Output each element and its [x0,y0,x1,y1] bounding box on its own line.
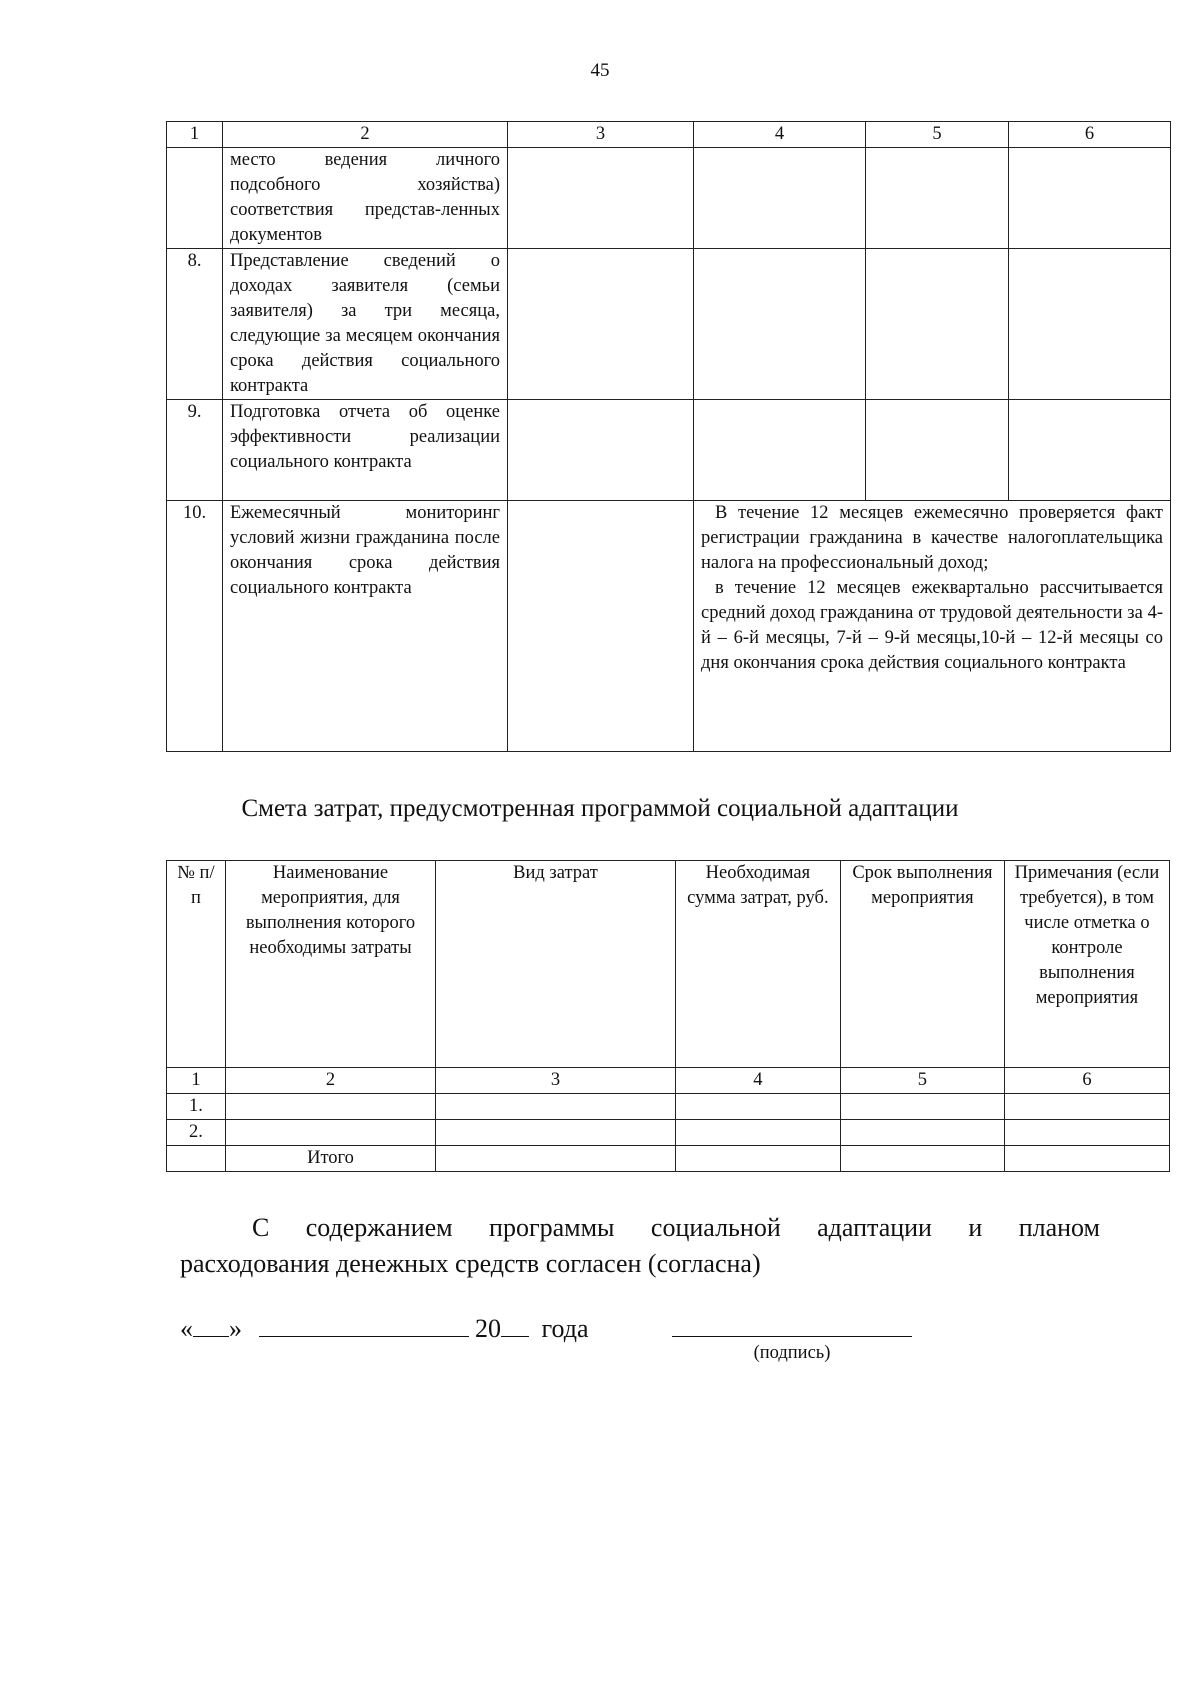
agreement-line-2: расходования денежных средств согласен (согласна) [180,1249,761,1278]
column-number: 5 [840,1068,1004,1094]
table-cell [1009,400,1171,501]
row-number: 1. [167,1094,226,1120]
header-deadline: Срок выполнения мероприятия [840,861,1004,1068]
monitoring-note [694,501,1171,752]
header-number: № п/п [167,861,226,1068]
table-cell [1009,148,1171,249]
table-cell [508,400,694,501]
column-number: 2 [225,1068,435,1094]
table-cell [675,1120,840,1146]
column-number: 4 [675,1068,840,1094]
column-number: 4 [694,122,866,148]
table-cell [225,1120,435,1146]
column-number: 5 [866,122,1009,148]
table-cell [840,1120,1004,1146]
agreement-line-1: С содержанием программы социальной адаптации и планом [252,1213,1100,1242]
table-cell [694,400,866,501]
month-blank[interactable] [259,1310,469,1337]
estimate-title: Смета затрат, предусмотренная программой социальной адаптации [241,795,959,822]
row-description: место ведения личного подсобного хозяйства) соответствия представ-ленных документов [223,148,508,249]
row-number: 2. [167,1120,226,1146]
plan-table-continued [166,121,1171,752]
monitoring-note-paragraph: в течение 12 месяцев ежеквартально рассчитывается средний доход гражданина от трудовой деятельности за 4-й – 6-й месяцы, 7-й – 9-й месяцы,10-й – 12-й месяцы со дня окончания срока действия социального контракта [701,578,1163,673]
signature-label: (подпись) [753,1343,831,1363]
year-blank[interactable] [501,1310,529,1337]
header-notes: Примечания (если требуется), в том числе отметка о контроле выполнения мероприятия [1004,861,1169,1068]
row-description: Представление сведений о доходах заявителя (семьи заявителя) за три месяца, следующие за месяцем окончания срока действия социального контракта [223,249,508,400]
table-cell [675,1146,840,1172]
table-row [167,400,1171,501]
table-cell [1009,249,1171,400]
table-cell [1004,1094,1169,1120]
column-numbers-row [167,1068,1170,1094]
table-cell [694,148,866,249]
row-number: 9. [167,400,223,501]
column-number: 2 [223,122,508,148]
table-row [167,1120,1170,1146]
agreement-statement [180,1210,1100,1282]
table-cell [167,1146,226,1172]
table-cell [1004,1146,1169,1172]
table-cell [436,1146,676,1172]
cost-estimate-table [166,860,1170,1172]
table-cell [436,1120,676,1146]
table-header-row [167,122,1171,148]
page-number: 45 [590,60,610,81]
table-row [167,501,1171,752]
signature-date-line [180,1310,589,1344]
table-cell [1004,1120,1169,1146]
date-quote-open: « [180,1314,193,1343]
signature-blank[interactable] [672,1336,912,1337]
total-row [167,1146,1170,1172]
table-cell [508,148,694,249]
row-number: 8. [167,249,223,400]
column-number: 6 [1009,122,1171,148]
table-cell [840,1146,1004,1172]
header-amount: Необходимая сумма затрат, руб. [675,861,840,1068]
header-activity: Наименование мероприятия, для выполнения которого необходимы затраты [225,861,435,1068]
row-description: Ежемесячный мониторинг условий жизни гражданина после окончания срока действия социального контракта [223,501,508,752]
column-number: 3 [508,122,694,148]
table-cell [866,148,1009,249]
table-row [167,1094,1170,1120]
table-cell [866,249,1009,400]
total-label: Итого [225,1146,435,1172]
table-cell [675,1094,840,1120]
table-cell [436,1094,676,1120]
row-number [167,148,223,249]
table-cell [840,1094,1004,1120]
table-row [167,148,1171,249]
year-label: года [541,1314,589,1343]
header-cost-type: Вид затрат [436,861,676,1068]
table-cell [866,400,1009,501]
row-description: Подготовка отчета об оценке эффективности реализации социального контракта [223,400,508,501]
table-cell [508,501,694,752]
table-row [167,249,1171,400]
table-header-row [167,861,1170,1068]
column-number: 1 [167,122,223,148]
column-number: 6 [1004,1068,1169,1094]
date-quote-close: » [229,1314,242,1343]
column-number: 3 [436,1068,676,1094]
table-cell [694,249,866,400]
row-number: 10. [167,501,223,752]
column-number: 1 [167,1068,226,1094]
monitoring-note-paragraph: В течение 12 месяцев ежемесячно проверяется факт регистрации гражданина в качестве налогоплательщика налога на профессиональный доход; [701,503,1163,573]
day-blank[interactable] [193,1310,229,1337]
table-cell [225,1094,435,1120]
year-prefix: 20 [475,1314,501,1343]
table-cell [508,249,694,400]
